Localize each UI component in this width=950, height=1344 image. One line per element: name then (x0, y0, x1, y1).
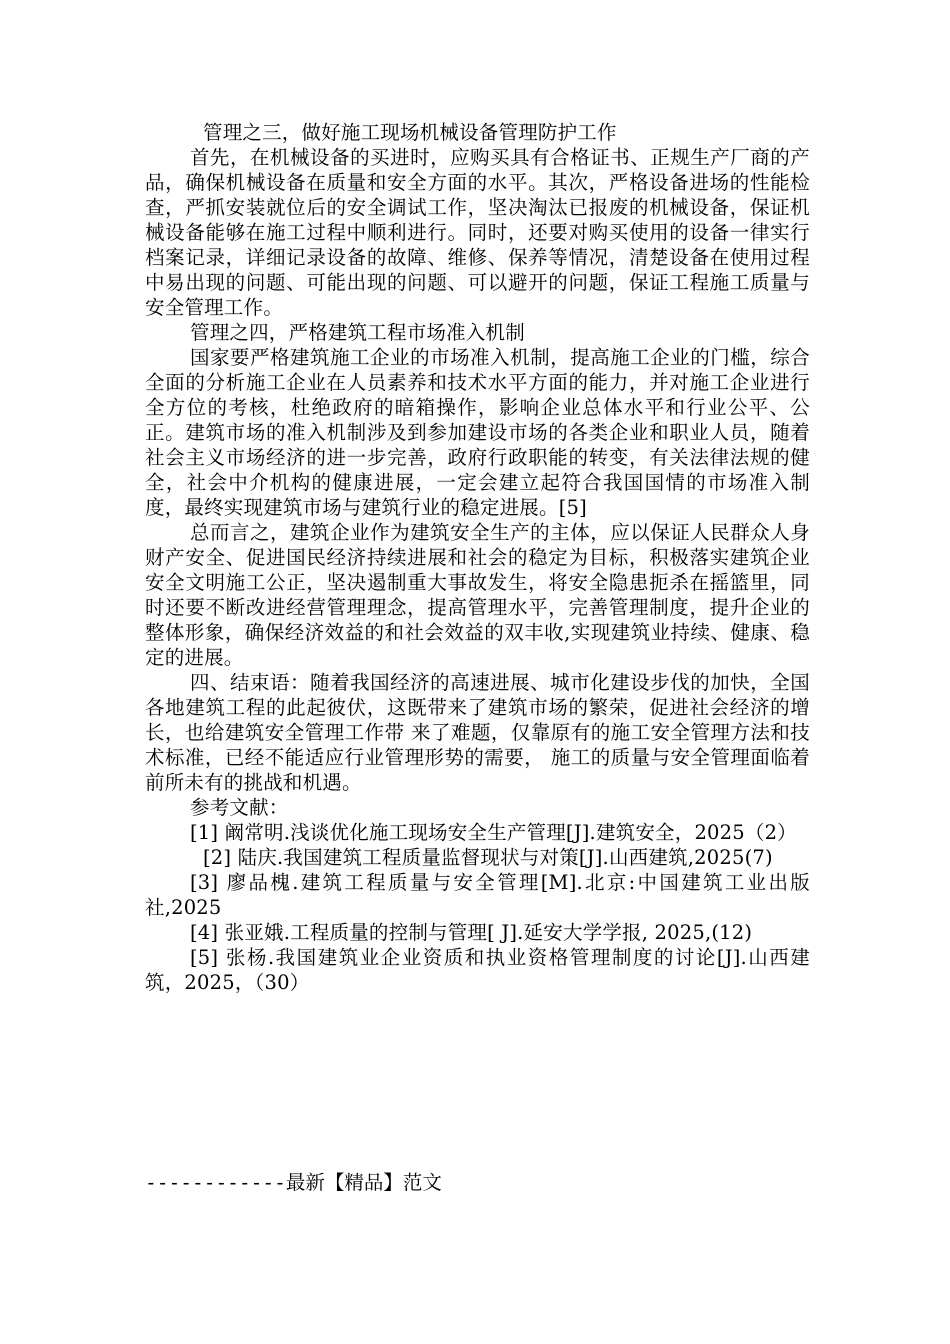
footer-dashes: ------------ (145, 1171, 286, 1194)
paragraph-market-access: 国家要严格建筑施工企业的市场准入机制，提高施工企业的门槛，综合全面的分析施工企业在人员素养和技术水平方面的能力，并对施工企业进行全方位的考核，杜绝政府的暗箱操作，影响企业总体水平和行业公平、公正。建筑市场的准入机制涉及到参加建设市场的各类企业和职业人员，随着社会主义市场经济的进一步完善，政府行政职能的转变，有关法律法规的健全，社会中介机构的健康进展，一定会建立起符合我国国情的市场准入制度，最终实现建筑市场与建筑行业的稳定进展。[5] (145, 346, 810, 519)
paragraph-equipment: 首先，在机械设备的买进时，应购买具有合格证书、正规生产厂商的产品，确保机械设备在质量和安全方面的水平。其次，严格设备进场的性能检查，严抓安装就位后的安全调试工作，坚决淘汰已报废的机械设备，保证机械设备能够在施工过程中顺利进行。同时，还要对购买使用的设备一律实行档案记录，详细记录设备的故障、维修、保养等情况，清楚设备在使用过程中易出现的问题、可能出现的问题、可以避开的问题，保证工程施工质量与安全管理工作。 (145, 146, 810, 319)
reference-item: [3] 廖品槐.建筑工程质量与安全管理[M].北京:中国建筑工业出版社,2025 (145, 871, 810, 919)
section-heading-management-4: 管理之四，严格建筑工程市场准入机制 (190, 321, 525, 344)
document-body (145, 120, 810, 995)
section-heading-management-3: 管理之三，做好施工现场机械设备管理防护工作 (203, 121, 617, 144)
reference-item: [2] 陆庆.我国建筑工程质量监督现状与对策[J].山西建筑,2025(7) (203, 846, 773, 869)
paragraph-summary: 总而言之，建筑企业作为建筑安全生产的主体，应以保证人民群众人身财产安全、促进国民经济持续进展和社会的稳定为目标，积极落实建筑企业安全文明施工公正，坚决遏制重大事故发生，将安全隐患扼杀在摇篮里，同时还要不断改进经营管理理念，提高管理水平，完善管理制度，提升企业的整体形象，确保经济效益的和社会效益的双丰收,实现建筑业持续、健康、稳定的进展。 (145, 521, 810, 669)
references-heading: 参考文献： (190, 796, 289, 819)
page-footer (145, 1170, 442, 1195)
reference-item: [5] 张杨.我国建筑业企业资质和执业资格管理制度的讨论[J].山西建筑，2025，（30） (145, 946, 810, 994)
footer-label: 最新【精品】范文 (285, 1171, 442, 1194)
paragraph-conclusion: 四、结束语：随着我国经济的高速进展、城市化建设步伐的加快，全国各地建筑工程的此起彼伏，这既带来了建筑市场的繁荣，促进社会经济的增长，也给建筑安全管理工作带 来了难题，仅靠原有的施工安全管理方法和技术标准，已经不能适应行业管理形势的需要， 施工的质量与安全管理面临着前所未有的挑战和机遇。 (145, 671, 810, 794)
reference-item: [4] 张亚娥.工程质量的控制与管理[ J].延安大学学报, 2025,(12) (190, 921, 753, 944)
reference-item: [1] 阚常明.浅谈优化施工现场安全生产管理[J].建筑安全，2025（2） (190, 821, 797, 844)
